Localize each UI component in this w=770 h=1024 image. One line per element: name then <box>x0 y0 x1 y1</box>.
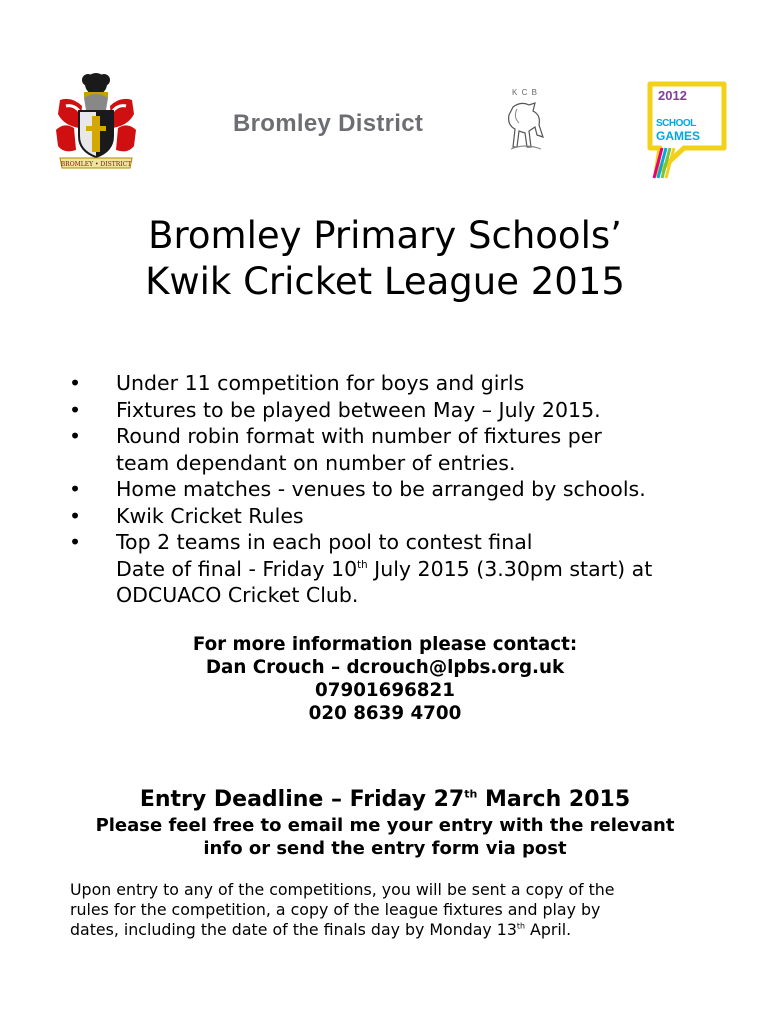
entry-info-line3-post: April. <box>525 920 572 939</box>
title-line2: Kwik Cricket League 2015 <box>145 260 625 303</box>
final-date-text <box>116 556 754 583</box>
bullet-icon: • <box>69 424 82 448</box>
final-date-post: July 2015 (3.30pm start) at <box>367 556 653 581</box>
entry-info-line1: Upon entry to any of the competitions, you will be sent a copy of the <box>70 880 615 899</box>
list-item-text: Round robin format with number of fixtures per <box>116 424 602 448</box>
school-games-logo <box>640 78 732 180</box>
entry-info-line3-pre: dates, including the date of the finals day by Monday 13 <box>70 920 517 939</box>
list-item-text: Under 11 competition for boys and girls <box>116 371 525 395</box>
entry-deadline <box>0 786 770 814</box>
page-title <box>0 213 770 305</box>
entry-info-line3 <box>70 920 710 940</box>
bullet-icon: • <box>69 477 82 501</box>
list-item <box>64 476 754 503</box>
list-item-text: team dependant on number of entries. <box>116 450 516 475</box>
bullet-icon: • <box>69 371 82 395</box>
deadline-note <box>0 814 770 860</box>
svg-text:BROMLEY • DISTRICT: BROMLEY • DISTRICT <box>60 161 132 168</box>
list-item <box>64 370 754 397</box>
kcb-logo <box>495 88 555 158</box>
contact-mobile: 07901696821 <box>315 680 455 701</box>
title-line1: Bromley Primary Schools’ <box>148 214 622 257</box>
contact-phone: 020 8639 4700 <box>308 703 462 724</box>
entry-info-line2: rules for the competition, a copy of the league fixtures and play by <box>70 900 601 919</box>
contact-heading: For more information please contact: <box>192 634 578 655</box>
games-line2: GAMES <box>656 129 701 143</box>
list-item <box>64 397 754 424</box>
list-item-text: Top 2 teams in each pool to contest final <box>116 530 533 554</box>
list-item-text: Kwik Cricket Rules <box>116 503 304 528</box>
deadline-note-line2: info or send the entry form via post <box>203 838 567 859</box>
games-line1: SCHOOL <box>656 118 696 129</box>
final-date-sup: th <box>357 558 368 571</box>
deadline-pre: Entry Deadline – Friday 27 <box>139 787 465 812</box>
list-item-text: Home matches - venues to be arranged by schools. <box>116 477 646 501</box>
contact-name-email: Dan Crouch – dcrouch@lpbs.org.uk <box>205 657 565 678</box>
entry-info <box>70 880 710 940</box>
games-year: 2012 <box>658 88 687 103</box>
horse-icon <box>495 97 555 157</box>
borough-crest-icon <box>50 70 142 174</box>
list-item-text: Fixtures to be played between May – July 2015. <box>116 397 601 422</box>
kcb-label: K C B <box>512 88 538 97</box>
bullet-icon: • <box>69 530 82 554</box>
list-item <box>64 423 754 476</box>
deadline-post: March 2015 <box>477 787 631 812</box>
entry-info-line3-sup: th <box>516 921 525 931</box>
final-date-pre: Date of final - Friday 10 <box>116 556 358 581</box>
list-item <box>64 503 754 530</box>
bullet-icon: • <box>69 397 82 422</box>
deadline-note-line1: Please feel free to email me your entry with the relevant <box>95 815 675 836</box>
list-item-text: ODCUACO Cricket Club. <box>116 583 359 607</box>
list-item <box>64 529 754 609</box>
contact-block <box>0 633 770 725</box>
bullet-icon: • <box>69 503 82 528</box>
details-list <box>64 370 754 609</box>
deadline-sup: th <box>464 787 478 801</box>
district-logo: Bromley District <box>233 110 424 137</box>
